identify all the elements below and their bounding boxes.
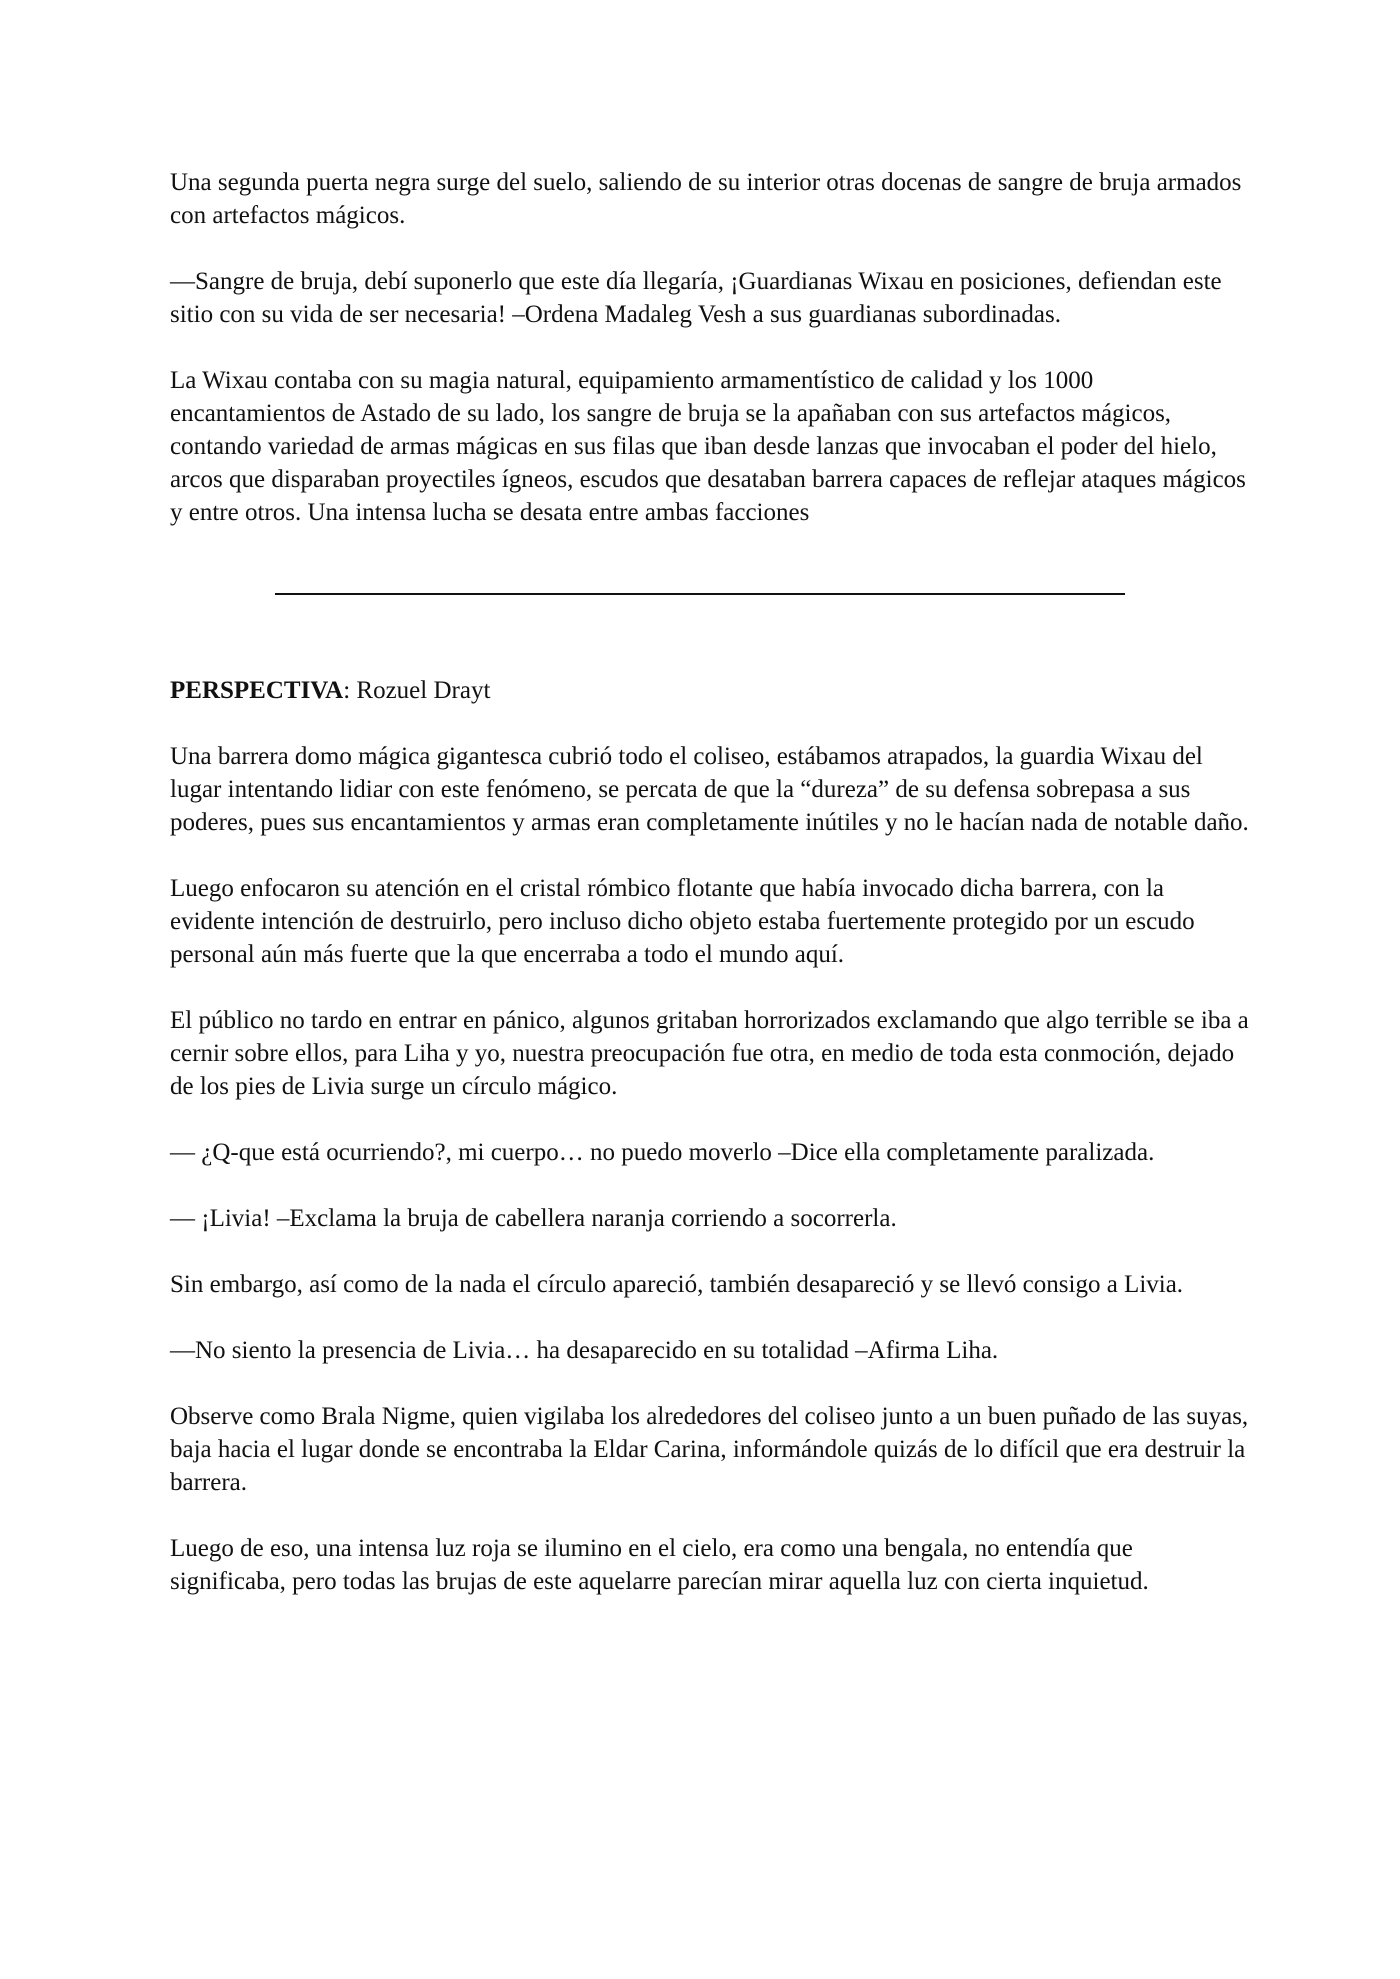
dialogue-line: — ¡Livia! –Exclama la bruja de cabellera naranja corriendo a socorrerla. <box>170 1205 897 1232</box>
paragraph: Observe como Brala Nigme, quien vigilaba los alrededores del coliseo junto a un buen puñado de las suyas, baja hacia el lugar donde se encontraba la Eldar Carina, informándole quizás de lo difícil que era destruir la barrera. <box>170 1403 1249 1496</box>
document-body <box>170 166 1250 1631</box>
paragraph: Luego enfocaron su atención en el cristal rómbico flotante que había invocado dicha barrera, con la evidente intención de destruirlo, pero incluso dicho objeto estaba fuertemente protegido por un escudo personal aún más fuerte que la que encerraba a todo el mundo aquí. <box>170 875 1195 968</box>
dialogue-line: — ¿Q-que está ocurriendo?, mi cuerpo… no puedo moverlo –Dice ella completamente paralizada. <box>170 1139 1155 1166</box>
paragraph: Luego de eso, una intensa luz roja se ilumino en el cielo, era como una bengala, no entendía que significaba, pero todas las brujas de este aquelarre parecían mirar aquella luz con cierta inquietud. <box>170 1535 1149 1595</box>
paragraph: Una barrera domo mágica gigantesca cubrió todo el coliseo, estábamos atrapados, la guardia Wixau del lugar intentando lidiar con este fenómeno, se percata de que la “dureza” de su defensa sobrepasa a sus poderes, pues sus encantamientos y armas eran completamente inútiles y no le hacían nada de notable daño. <box>170 743 1249 836</box>
section-heading <box>170 674 1250 707</box>
section-divider-area <box>170 562 1250 674</box>
horizontal-rule <box>275 593 1125 595</box>
paragraph: Sin embargo, así como de la nada el círculo apareció, también desapareció y se llevó consigo a Livia. <box>170 1271 1184 1298</box>
paragraph: —Sangre de bruja, debí suponerlo que este día llegaría, ¡Guardianas Wixau en posiciones, defiendan este sitio con su vida de ser necesaria! –Ordena Madaleg Vesh a sus guardianas subordinadas. <box>170 268 1222 328</box>
section-heading-label: PERSPECTIVA <box>170 677 344 704</box>
dialogue-line: —No siento la presencia de Livia… ha desaparecido en su totalidad –Afirma Liha. <box>170 1337 999 1364</box>
paragraph: Una segunda puerta negra surge del suelo, saliendo de su interior otras docenas de sangre de bruja armados con artefactos mágicos. <box>170 169 1242 229</box>
section-heading-name: Rozuel Drayt <box>350 677 491 704</box>
section-heading-colon: : <box>343 677 351 704</box>
paragraph: La Wixau contaba con su magia natural, equipamiento armamentístico de calidad y los 1000 encantamientos de Astado de su lado, los sangre de bruja se la apañaban con sus artefactos mágicos, contando variedad de armas mágicas en sus filas que iban desde lanzas que invocaban el poder del hielo, arcos que disparaban proyectiles ígneos, escudos que desataban barrera capaces de reflejar ataques mágicos y entre otros. Una intensa lucha se desata entre ambas facciones <box>170 367 1246 526</box>
paragraph: El público no tardo en entrar en pánico, algunos gritaban horrorizados exclamando que algo terrible se iba a cernir sobre ellos, para Liha y yo, nuestra preocupación fue otra, en medio de toda esta conmoción, dejado de los pies de Livia surge un círculo mágico. <box>170 1007 1249 1100</box>
